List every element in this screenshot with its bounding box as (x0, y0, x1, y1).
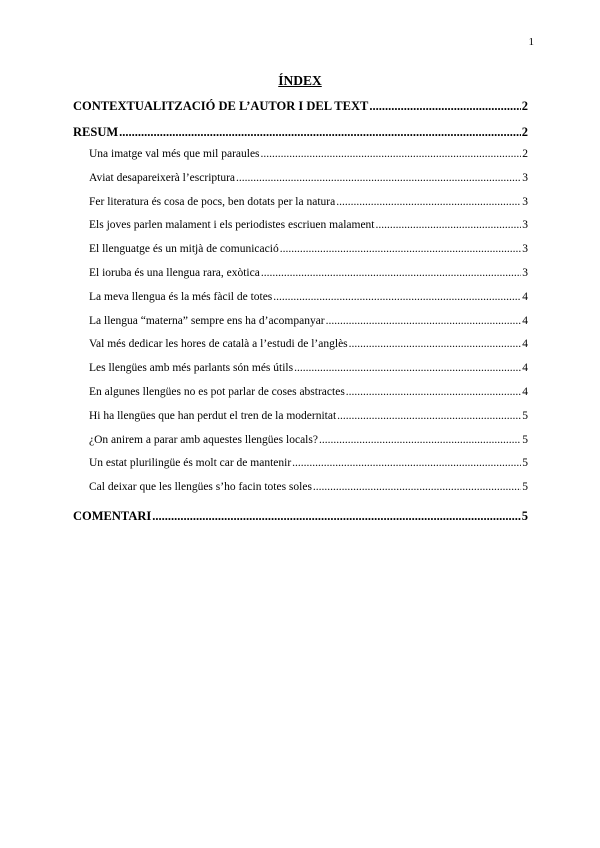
toc-subentry-title: Els joves parlen malament i els periodistes escriuen malament (89, 219, 375, 232)
toc-subentry-title: La llengua “materna” sempre ens ha d’acompanyar (89, 314, 325, 327)
toc-subentry-title: Un estat plurilingüe és molt car de mantenir (89, 457, 292, 470)
toc-leader-dots (273, 291, 521, 303)
toc-subentry[interactable] (73, 457, 528, 481)
toc-leader-dots (319, 434, 521, 446)
toc-entry-page: 2 (521, 125, 528, 139)
toc-leader-dots (369, 99, 520, 114)
toc-subentry[interactable] (73, 434, 528, 458)
toc-leader-dots (119, 125, 521, 140)
toc-subentry-page: 3 (522, 243, 528, 256)
toc-subentry[interactable] (73, 267, 528, 291)
toc-entry-page: 2 (521, 99, 528, 113)
toc-subentry-title: Fer literatura és cosa de pocs, ben dotats per la natura (89, 195, 336, 208)
toc-subentry-page: 5 (522, 457, 528, 470)
toc-subentry[interactable] (73, 386, 528, 410)
toc-leader-dots (261, 267, 521, 279)
toc-subentry-title: En algunes llengües no es pot parlar de coses abstractes (89, 385, 345, 398)
toc-subentry-page: 5 (522, 481, 528, 494)
toc-leader-dots (346, 386, 521, 398)
toc-entry-resum[interactable] (73, 125, 528, 148)
toc-subentry-title: Cal deixar que les llengües s’ho facin totes soles (89, 481, 312, 494)
toc-subentry[interactable] (73, 243, 528, 267)
toc-subentry-title: Val més dedicar les hores de català a l’estudi de l’anglès (89, 338, 348, 351)
toc-subentry[interactable] (73, 291, 528, 315)
toc-subentry-title: El ioruba és una llengua rara, exòtica (89, 266, 260, 279)
toc-subentry[interactable] (73, 410, 528, 434)
toc-subentry-page: 4 (522, 290, 528, 303)
toc-subentry-page: 2 (522, 148, 528, 160)
toc-subentry-page: 4 (522, 314, 528, 327)
toc-subentry-title: El llenguatge és un mitjà de comunicació (89, 243, 279, 256)
toc-leader-dots (292, 457, 521, 469)
toc-subentry-title: Les llengües amb més parlants són més útils (89, 362, 294, 375)
toc-subentry-page: 3 (522, 266, 528, 279)
toc-subentry[interactable] (73, 219, 528, 243)
toc-entry-title: RESUM (73, 125, 119, 139)
toc-leader-dots (349, 338, 522, 350)
toc-leader-dots (280, 243, 522, 255)
table-of-contents (73, 99, 528, 532)
toc-subentry[interactable] (73, 172, 528, 196)
toc-leader-dots (261, 148, 522, 160)
toc-subentry-page: 3 (522, 195, 528, 208)
toc-subentry-page: 3 (522, 171, 528, 184)
toc-subentry[interactable] (73, 315, 528, 339)
toc-subentry-title: La meva llengua és la més fàcil de totes (89, 290, 273, 303)
toc-subentry-title: Aviat desapareixerà l’escriptura (89, 171, 236, 184)
toc-entry-contextualitzacio[interactable] (73, 99, 528, 122)
toc-subentry-page: 5 (522, 409, 528, 422)
toc-entry-comentari[interactable] (73, 509, 528, 532)
toc-subentry-page: 4 (522, 362, 528, 375)
toc-title: ÍNDEX (278, 73, 322, 88)
toc-leader-dots (336, 196, 521, 208)
toc-subentry-title: Hi ha llengües que han perdut el tren de la modernitat (89, 409, 337, 422)
toc-subentry-page: 3 (522, 219, 528, 232)
toc-subentry-page: 5 (522, 433, 528, 446)
toc-subentry[interactable] (73, 362, 528, 386)
toc-subentry[interactable] (73, 338, 528, 362)
toc-subentry-page: 4 (522, 385, 528, 398)
toc-leader-dots (294, 362, 521, 374)
toc-subentry[interactable] (73, 196, 528, 220)
toc-entry-page: 5 (521, 508, 528, 523)
toc-subentry-title: Una imatge val més que mil paraules (89, 148, 260, 160)
toc-leader-dots (236, 172, 521, 184)
toc-leader-dots (313, 481, 521, 493)
toc-subentry-page: 4 (522, 338, 528, 351)
toc-subentry-title: ¿On anirem a parar amb aquestes llengües locals? (89, 433, 318, 446)
page-number: 1 (528, 36, 534, 48)
toc-subentry[interactable] (73, 481, 528, 505)
toc-subentry[interactable] (73, 148, 528, 172)
toc-leader-dots (152, 509, 521, 524)
toc-leader-dots (376, 219, 522, 231)
toc-entry-title: CONTEXTUALITZACIÓ DE L’AUTOR I DEL TEXT (73, 99, 369, 113)
toc-leader-dots (326, 315, 522, 327)
toc-entry-title: COMENTARI (73, 508, 152, 523)
toc-leader-dots (337, 410, 521, 422)
